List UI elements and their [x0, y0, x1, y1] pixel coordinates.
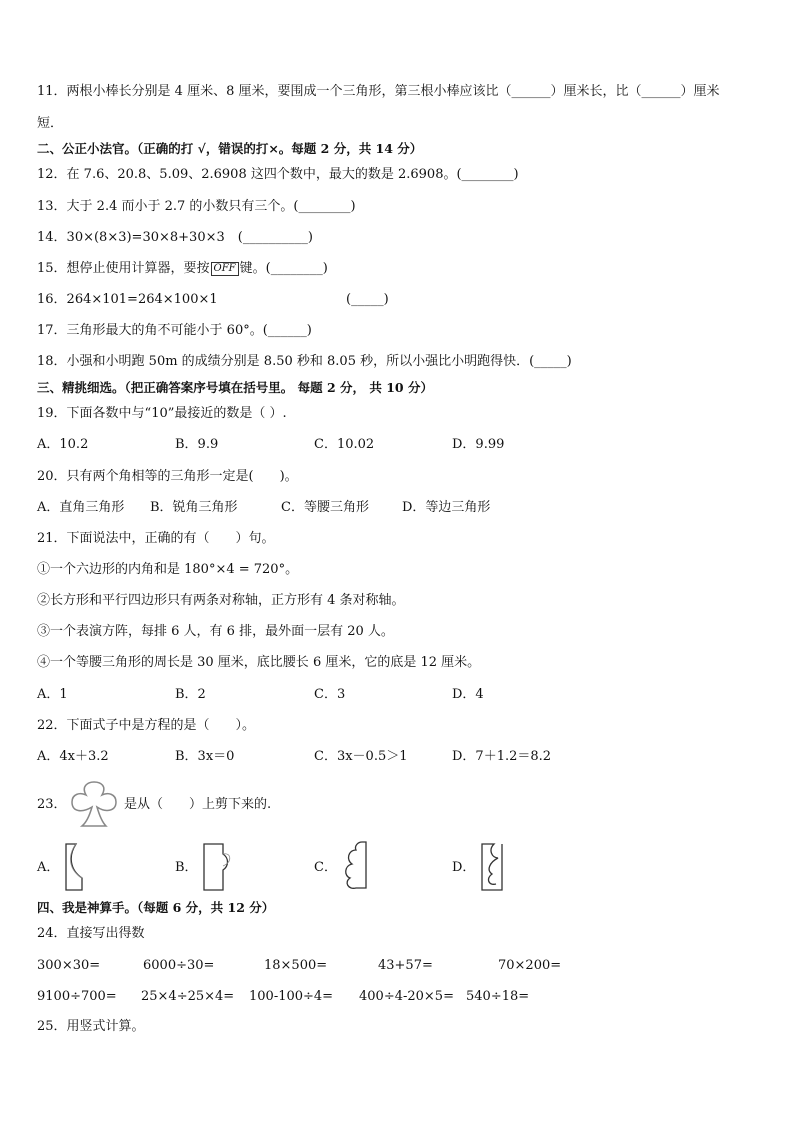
clover-shape-icon — [66, 780, 122, 832]
question-21: 21．下面说法中，正确的有（ ）句。 — [37, 531, 275, 546]
q22-option-b: B．3x＝0 — [175, 749, 235, 764]
question-23-text: 是从（ ）上剪下来的. — [124, 797, 272, 812]
q23-option-a: A． — [37, 860, 60, 875]
question-15-text: 15．想停止使用计算器，要按 — [37, 261, 210, 276]
question-11-line2: 短． — [37, 116, 64, 131]
q23-shape-b-icon — [201, 840, 235, 896]
q21-statement-4: ④一个等腰三角形的周长是 30 厘米，底比腰长 6 厘米，它的底是 12 厘米。 — [37, 655, 481, 670]
q22-option-c: C．3x－0.5＞1 — [314, 749, 408, 764]
q23-option-c: C． — [314, 860, 337, 875]
q21-statement-3: ③一个表演方阵，每排 6 人，有 6 排，最外面一层有 20 人。 — [37, 624, 394, 639]
q19-option-a: A．10.2 — [37, 437, 89, 452]
calc-item: 400÷4-20×5= — [359, 989, 454, 1004]
q19-option-b: B．9.9 — [175, 437, 219, 452]
calc-item: 540÷18= — [466, 989, 530, 1004]
calc-item: 25×4÷25×4= — [141, 989, 235, 1004]
question-23-number: 23． — [37, 797, 67, 812]
question-15-tail: 键。(________) — [239, 261, 328, 276]
question-16-blank: (_____) — [346, 292, 389, 307]
off-key-icon: OFF — [211, 262, 239, 276]
calc-item: 18×500= — [264, 958, 328, 973]
q21-option-a: A．1 — [37, 687, 68, 702]
q21-option-d: D．4 — [452, 687, 484, 702]
question-19: 19．下面各数中与“10”最接近的数是（ ）. — [37, 406, 287, 421]
q20-option-a: A．直角三角形 — [37, 500, 125, 515]
q22-option-a: A．4x＋3.2 — [37, 749, 109, 764]
section-4-heading: 四、我是神算手。（每题 6 分，共 12 分） — [37, 900, 275, 915]
question-12: 12．在 7.6、20.8、5.09、2.6908 这四个数中，最大的数是 2.6908。(________) — [37, 167, 519, 182]
question-13: 13．大于 2.4 而小于 2.7 的小数只有三个。(________) — [37, 199, 356, 214]
calc-item: 9100÷700= — [37, 989, 117, 1004]
question-24: 24．直接写出得数 — [37, 926, 145, 941]
question-20: 20．只有两个角相等的三角形一定是( )。 — [37, 469, 298, 484]
q23-shape-c-icon — [340, 838, 372, 894]
calc-item: 300×30= — [37, 958, 101, 973]
q23-option-d: D． — [452, 860, 476, 875]
q22-option-d: D．7＋1.2＝8.2 — [452, 749, 552, 764]
q21-option-c: C．3 — [314, 687, 346, 702]
q20-option-c: C．等腰三角形 — [281, 500, 369, 515]
q19-option-d: D．9.99 — [452, 437, 505, 452]
question-18: 18．小强和小明跑 50m 的成绩分别是 8.50 秒和 8.05 秒，所以小强比小明跑得快．(_____) — [37, 354, 572, 369]
calc-item: 70×200= — [498, 958, 562, 973]
q20-option-d: D．等边三角形 — [402, 500, 491, 515]
question-11-line1: 11．两根小棒长分别是 4 厘米、8 厘米，要围成一个三角形，第三根小棒应该比（______）厘米长，比（______）厘米 — [37, 84, 720, 99]
calc-item: 100-100÷4= — [249, 989, 334, 1004]
section-2-heading: 二、公正小法官。（正确的打 √，错误的打×。每题 2 分，共 14 分） — [37, 141, 423, 156]
question-17: 17．三角形最大的角不可能小于 60°。(______) — [37, 323, 312, 338]
section-3-heading: 三、精挑细选。（把正确答案序号填在括号里。 每题 2 分， 共 10 分） — [37, 380, 433, 395]
question-22: 22．下面式子中是方程的是（ ）。 — [37, 718, 256, 733]
q21-option-b: B．2 — [175, 687, 206, 702]
q20-option-b: B．锐角三角形 — [150, 500, 238, 515]
question-15 — [37, 260, 328, 278]
question-16: 16．264×101=264×100×1 — [37, 292, 218, 307]
q19-option-c: C．10.02 — [314, 437, 375, 452]
q21-statement-2: ②长方形和平行四边形只有两条对称轴，正方形有 4 条对称轴。 — [37, 593, 405, 608]
question-25: 25．用竖式计算。 — [37, 1019, 145, 1034]
q23-shape-a-icon — [62, 840, 92, 896]
q21-statement-1: ①一个六边形的内角和是 180°×4 = 720°。 — [37, 562, 299, 577]
question-14: 14．30×(8×3)=30×8+30×3 (__________) — [37, 230, 313, 245]
calc-item: 43+57= — [378, 958, 433, 973]
q23-option-b: B． — [175, 860, 198, 875]
calc-item: 6000÷30= — [143, 958, 215, 973]
q23-shape-d-icon — [478, 840, 510, 896]
